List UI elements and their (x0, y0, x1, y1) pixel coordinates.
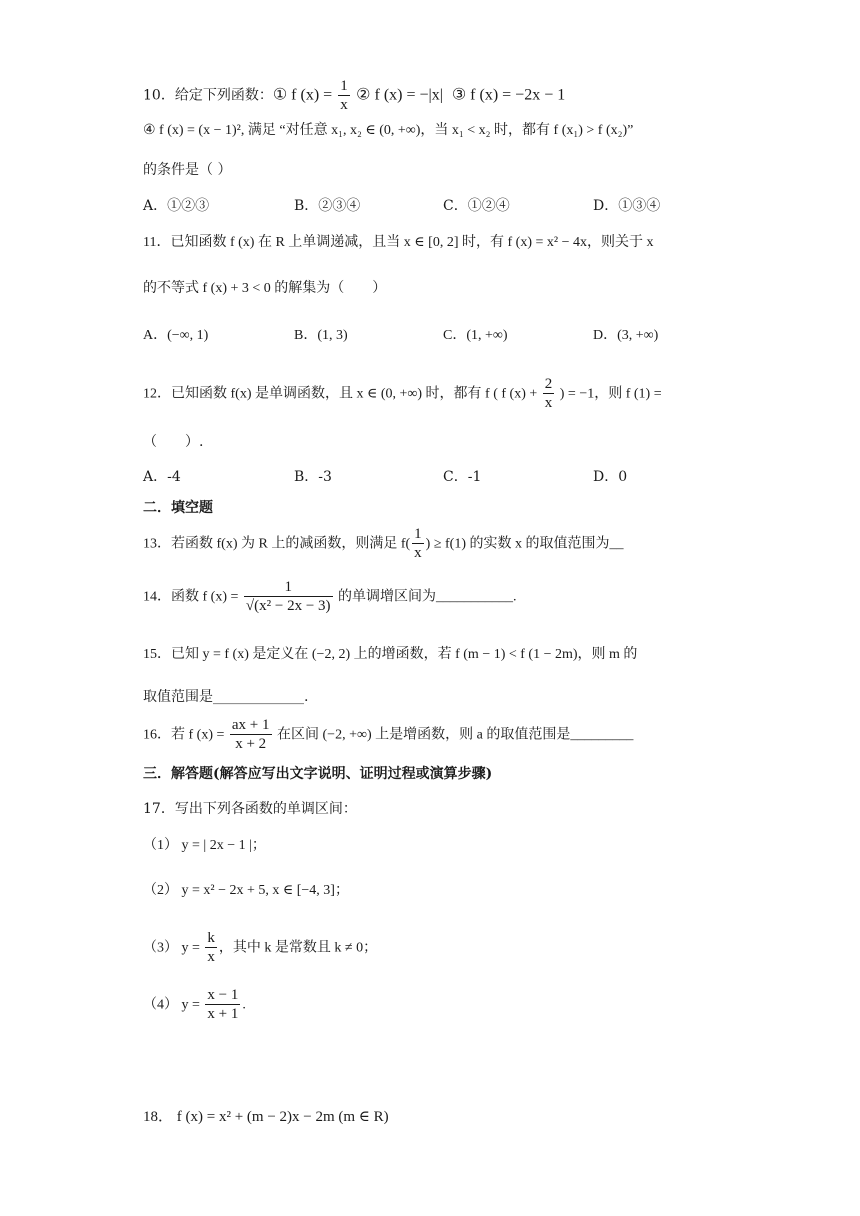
q12-prefix: 12．已知函数 f(x) 是单调函数，且 x ∈ (0, +∞) 时，都有 f ( f (x) + (143, 386, 541, 402)
q17-item4 (143, 986, 246, 1023)
q10-line1 (143, 77, 565, 114)
q17-item3 (143, 929, 377, 966)
q12-line2: （ ）. (143, 434, 204, 450)
q12-option-b: B．-3 (294, 469, 332, 485)
q12-denominator: x (544, 395, 553, 411)
q15-line1: 15．已知 y = f (x) 是定义在 (−2, 2) 上的增函数，若 f (m − 1) < f (1 − 2m)，则 m 的 (143, 647, 638, 662)
q16-line (143, 716, 633, 753)
q11-option-d: D．(3, +∞) (593, 328, 659, 343)
q16-numerator: ax + 1 (231, 717, 270, 733)
q10-option-d: D．①③④ (593, 198, 661, 214)
q10-line2: ④ f (x) = (x − 1)², 满足 “对任意 x₁, x₂ ∈ (0, +∞)，当 x₁ < x₂ 时，都有 f (x₁) > f (x₂)” (143, 123, 634, 138)
q16-fraction (230, 716, 272, 753)
q12-numerator: 2 (544, 376, 553, 392)
q14-prefix: 14．函数 f (x) = (143, 589, 242, 605)
q14-fraction (244, 578, 333, 615)
q11-line1: 11．已知函数 f (x) 在 R 上单调递减，且当 x ∈ [0, 2] 时，有 f (x) = x² − 4x，则关于 x (143, 235, 654, 250)
q12-option-d: D．0 (593, 469, 628, 485)
q17-item2: （2） y = x² − 2x + 5, x ∈ [−4, 3]； (143, 883, 349, 898)
q12-line1 (143, 375, 662, 412)
q17-item4-prefix: （4） y = (143, 997, 204, 1013)
q11-option-c: C．(1, +∞) (443, 328, 508, 343)
q11-option-b: B．(1, 3) (294, 328, 348, 343)
q13-numerator: 1 (414, 526, 422, 542)
q17-item1: （1） y = | 2x − 1 |； (143, 838, 266, 853)
q16-denominator: x + 2 (230, 734, 272, 753)
q12-fraction (543, 375, 555, 412)
q10-option-c: C．①②④ (443, 198, 510, 214)
q15-line2: 取值范围是_____________. (143, 689, 309, 705)
q10-f1-numerator: 1 (340, 78, 348, 94)
q10-f1-fraction (338, 77, 350, 114)
q17-item3-denominator: x (207, 949, 215, 965)
q17-item3-numerator: k (207, 930, 215, 946)
q10-prefix: 10．给定下列函数： (143, 87, 273, 104)
q16-prefix: 16．若 f (x) = (143, 727, 228, 743)
section-heading-fill-in: 二．填空题 (143, 500, 213, 516)
q17-title: 17．写出下列各函数的单调区间： (143, 801, 357, 817)
q17-item4-denominator: x + 1 (207, 1006, 239, 1022)
q13-line (143, 525, 624, 562)
q17-item4-fraction (205, 986, 240, 1023)
q10-f1-lhs: ① f (x) = (272, 86, 337, 104)
q11-line2: 的不等式 f (x) + 3 < 0 的解集为（ ） (143, 281, 387, 296)
q17-item3-suffix: ，其中 k 是常数且 k ≠ 0； (218, 940, 378, 956)
q12-option-a: A．-4 (143, 469, 181, 485)
q18-line: 18． f (x) = x² + (m − 2)x − 2m (m ∈ R) (143, 1109, 389, 1125)
q16-suffix: 在区间 (−2, +∞) 上是增函数，则 a 的取值范围是_________ (273, 727, 634, 743)
q10-f3: ③ f (x) = −2x − 1 (451, 86, 566, 104)
q14-suffix: 的单调增区间为___________. (334, 589, 517, 605)
q17-item4-numerator: x − 1 (207, 987, 239, 1003)
q12-option-c: C．-1 (443, 469, 482, 485)
q11-option-a: A．(−∞, 1) (143, 328, 209, 343)
q12-suffix: ) = −1，则 f (1) = (556, 386, 662, 402)
section-heading-solve: 三．解答题(解答应写出文字说明、证明过程或演算步骤) (143, 766, 493, 782)
q13-fraction (412, 525, 424, 562)
q13-suffix: ) ≥ f(1) 的实数 x 的取值范围为__ (425, 536, 624, 552)
q10-option-b: B．②③④ (294, 198, 361, 214)
q17-item3-fraction (205, 929, 217, 966)
q14-denominator: √(x² − 2x − 3) (245, 598, 331, 614)
q10-option-a: A．①②③ (143, 198, 210, 214)
q17-item3-prefix: （3） y = (143, 940, 204, 956)
q10-line3: 的条件是（ ） (143, 162, 232, 178)
q14-line (143, 578, 517, 615)
q14-numerator: 1 (284, 579, 292, 595)
q13-denominator: x (414, 545, 422, 561)
q17-item4-suffix: . (242, 997, 246, 1013)
q10-f1-denominator: x (340, 97, 348, 113)
q10-f2: ② f (x) = −|x| (356, 86, 443, 104)
q13-prefix: 13．若函数 f(x) 为 R 上的减函数，则满足 f( (143, 536, 411, 552)
